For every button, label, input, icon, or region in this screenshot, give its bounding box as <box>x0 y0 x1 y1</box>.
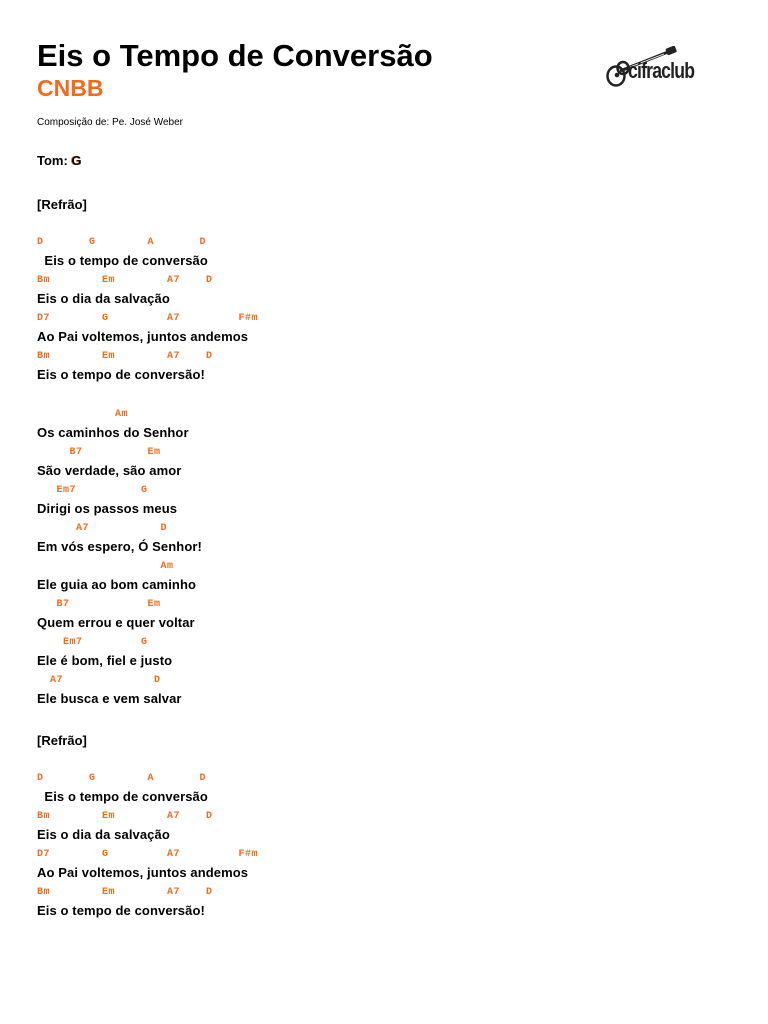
composer-credit: Composição de: Pe. José Weber <box>37 117 184 128</box>
chord-line[interactable]: Bm Em A7 D <box>37 275 213 286</box>
song-title: Eis o Tempo de Conversão <box>37 38 433 73</box>
lyric-line: Eis o tempo de conversão! <box>37 367 205 382</box>
lyric-line: Ele busca e vem salvar <box>37 691 182 706</box>
lyric-line: Em vós espero, Ó Senhor! <box>37 539 202 554</box>
lyric-line: São verdade, são amor <box>37 463 182 478</box>
lyric-line: Os caminhos do Senhor <box>37 425 189 440</box>
chord-line[interactable]: Em7 G <box>37 485 148 496</box>
lyric-line: Quem errou e quer voltar <box>37 615 195 630</box>
chord-line[interactable]: B7 Em <box>37 447 161 458</box>
chord-line[interactable]: Em7 G <box>37 637 148 648</box>
chord-line[interactable]: D G A D <box>37 237 207 248</box>
chord-line[interactable]: D7 G A7 F#m <box>37 849 259 860</box>
artist-name[interactable]: CNBB <box>37 75 104 101</box>
chord-line[interactable]: Am <box>37 409 129 420</box>
chord-line[interactable]: A7 D <box>37 523 168 534</box>
chord-line[interactable]: Am <box>37 561 174 572</box>
chord-line[interactable]: Bm Em A7 D <box>37 351 213 362</box>
logo-text: cifraclub <box>628 58 695 83</box>
chord-sheet <box>37 0 737 1024</box>
lyric-line: Eis o tempo de conversão! <box>37 903 205 918</box>
chord-line[interactable]: B7 Em <box>37 599 161 610</box>
lyric-line: Eis o dia da salvação <box>37 291 170 306</box>
chord-line[interactable]: Bm Em A7 D <box>37 887 213 898</box>
lyric-line: Eis o dia da salvação <box>37 827 170 842</box>
lyric-line: Ao Pai voltemos, juntos andemos <box>37 865 249 880</box>
key-value[interactable]: G <box>71 153 82 168</box>
chord-line[interactable]: A7 D <box>37 675 161 686</box>
chord-line[interactable]: D7 G A7 F#m <box>37 313 259 324</box>
section-label: [Refrão] <box>37 197 87 212</box>
lyric-line: Ao Pai voltemos, juntos andemos <box>37 329 249 344</box>
lyric-line: Dirigi os passos meus <box>37 501 178 516</box>
lyric-line: Eis o tempo de conversão <box>37 789 208 804</box>
lyric-line: Ele é bom, fiel e justo <box>37 653 173 668</box>
key-label: Tom: <box>37 153 68 168</box>
chord-line[interactable]: D G A D <box>37 773 207 784</box>
lyric-line: Ele guia ao bom caminho <box>37 577 197 592</box>
chord-line[interactable]: Bm Em A7 D <box>37 811 213 822</box>
lyric-line: Eis o tempo de conversão <box>37 253 208 268</box>
section-label: [Refrão] <box>37 733 87 748</box>
